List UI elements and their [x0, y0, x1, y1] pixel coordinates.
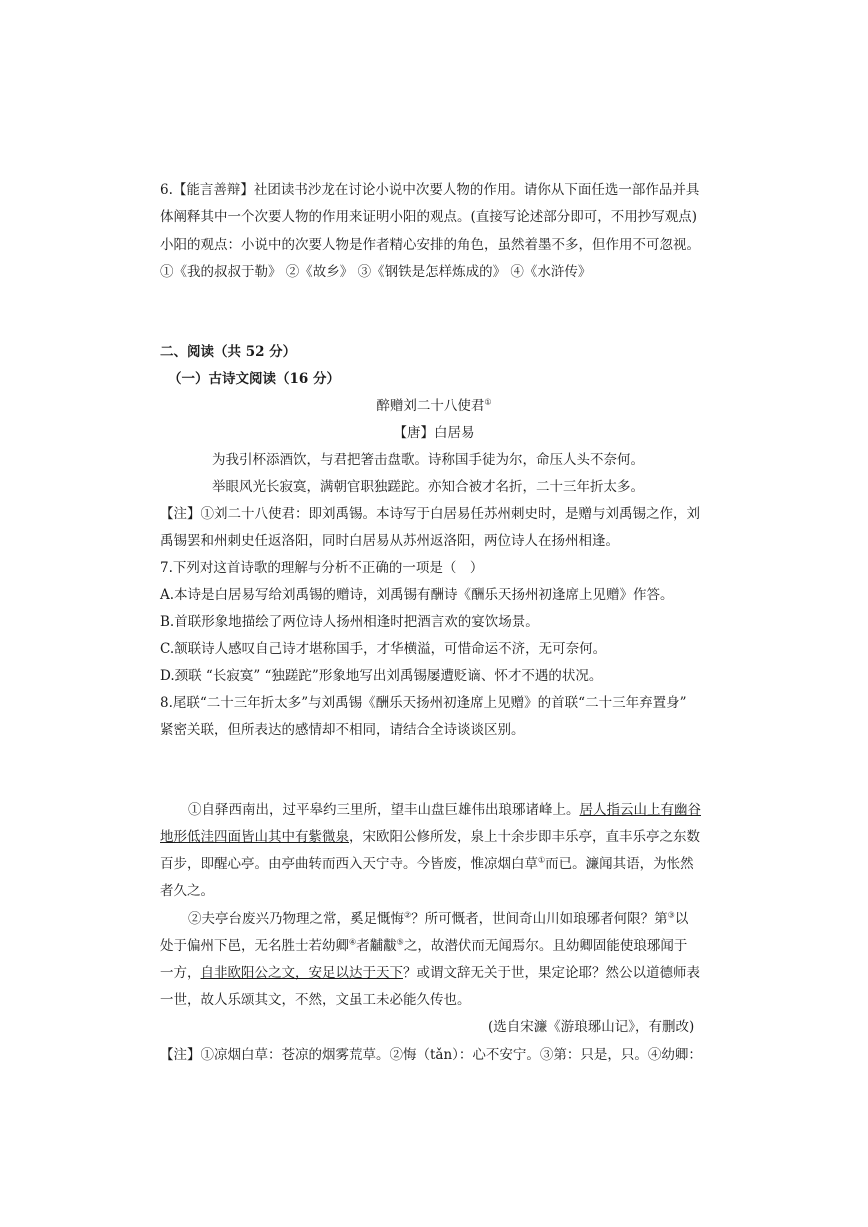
prose-p2-line-1	[188, 910, 688, 928]
q6-line-1: 6.【能言善辩】社团读书沙龙在讨论小说中次要人物的作用。请你从下面任选一部作品并具	[160, 182, 700, 198]
prose-p1-l1-text: ①自驿西南出，过平皋约三里所，望丰山盘巨雄伟出琅琊诸峰上。	[188, 802, 580, 818]
prose-p2-l1-note-mark-1: ②	[404, 910, 412, 920]
prose-p2-l3-underlined: 自非欧阳公之文，安足以达于天下	[200, 965, 403, 981]
prose-source: (选自宋濂《游琅琊山记》，有删改)	[488, 1019, 695, 1035]
poem-note-line-1: 【注】①刘二十八使君：即刘禹锡。本诗写于白居易任苏州刺史时，是赠与刘禹锡之作，刘	[160, 506, 700, 522]
prose-p1-line-3	[160, 855, 694, 873]
prose-p1-l3-text-a: 百步，即醒心亭。由亭曲转而西入天宁寺。今皆废，惟凉烟白草	[160, 856, 538, 872]
prose-p1-l1-underlined: 居人指云山上有幽谷	[579, 802, 701, 818]
q7-option-c: C.颔联诗人感叹自己诗才堪称国手，才华横溢，可惜命运不济，无可奈何。	[160, 641, 607, 657]
prose-p2-l2-text-b: 者黼黻	[356, 938, 397, 954]
prose-p2-l1-note-mark-2: ③	[667, 910, 675, 920]
q6-line-2: 体阐释其中一个次要人物的作用来证明小阳的观点。(直接写论述部分即可，不用抄写观点)	[160, 209, 698, 225]
prose-p2-l1-text-c: 以	[674, 911, 689, 927]
poem-line-2: 举眼风光长寂寞，满朝官职独蹉跎。亦知合被才名折，二十三年折太多。	[212, 479, 644, 495]
prose-p1-l2-underlined: 地形低洼四面皆山其中有紫微泉	[160, 829, 349, 845]
prose-p2-l2-text-a: 处于偏州下邑，无名胜士若幼卿	[160, 938, 349, 954]
prose-p2-l3-text-b: ？或谓文辞无关于世，果定论耶？然公以道德师表	[403, 965, 700, 981]
q6-line-3: 小阳的观点：小说中的次要人物是作者精心安排的角色，虽然着墨不多，但作用不可忽视。	[160, 237, 700, 253]
prose-p2-l3-text-a: 一方，	[160, 965, 201, 981]
prose-p2-line-3	[160, 964, 700, 982]
section-heading: 二、阅读（共 52 分）	[160, 344, 297, 360]
prose-p2-l1-text-b: ？所可慨者，世间奇山川如琅琊者何限？第	[411, 911, 668, 927]
q7-option-b: B.首联形象地描绘了两位诗人扬州相逢时把酒言欢的宴饮场景。	[160, 614, 539, 630]
prose-p2-line-4: 一世，故人乐颂其文，不然，文虽工未必能久传也。	[160, 992, 471, 1008]
prose-p2-l2-note-mark-2: ⑤	[396, 937, 404, 947]
prose-p1-line-4: 者久之。	[160, 883, 214, 899]
prose-p1-l3-text-b: 而已。濂闻其语，为怅然	[545, 856, 694, 872]
prose-p1-l2-text: ，宋欧阳公修所发，泉上十余步即丰乐亭，直丰乐亭之东数	[349, 829, 700, 845]
poem-title-text: 醉赠刘二十八使君	[376, 398, 485, 414]
q7-option-a: A.本诗是白居易写给刘禹锡的赠诗，刘禹锡有酬诗《酬乐天扬州初逢席上见赠》作答。	[160, 587, 674, 603]
q8-line-2: 紧密关联，但所表达的感情却不相同，请结合全诗谈谈区别。	[160, 722, 525, 738]
q8-line-1: 8.尾联“二十三年折太多”与刘禹锡《酬乐天扬州初逢席上见赠》的首联“二十三年弃置身”	[160, 695, 687, 711]
prose-p1-l3-note-mark: ①	[538, 855, 546, 865]
poem-note-line-2: 禹锡罢和州刺史任返洛阳，同时白居易从苏州返洛阳，两位诗人在扬州相逢。	[160, 533, 619, 549]
q7-stem: 7.下列对这首诗歌的理解与分析不正确的一项是（ ）	[160, 560, 484, 576]
subsection-heading: （一）古诗文阅读（16 分）	[168, 371, 340, 387]
poem-author: 【唐】白居易	[393, 425, 475, 441]
poem-line-1: 为我引杯添酒饮，与君把箸击盘歌。诗称国手徒为尔，命压人头不奈何。	[212, 452, 644, 468]
q7-option-d: D.颈联 “长寂寞” “独蹉跎”形象地写出刘禹锡屡遭贬谪、怀才不遇的状况。	[160, 668, 603, 684]
prose-p1-line-1	[188, 801, 701, 819]
prose-note: 【注】①凉烟白草：苍凉的烟雾荒草。②悔（tǎn）：心不安宁。③第：只是，只。④幼卿：	[160, 1047, 702, 1063]
poem-title	[160, 397, 708, 415]
prose-p2-l2-note-mark-1: ④	[349, 937, 357, 947]
poem-title-note-mark: ①	[484, 397, 492, 407]
prose-p1-line-2	[160, 828, 700, 846]
prose-p2-l1-text-a: ②夫亭台废兴乃物理之常，奚足慨悔	[188, 911, 404, 927]
q6-options: ①《我的叔叔于勒》 ②《故乡》 ③《钢铁是怎样炼成的》 ④《水浒传》	[160, 264, 592, 280]
prose-p2-line-2	[160, 937, 687, 955]
prose-p2-l2-text-c: 之，故潜伏而无闻焉尔。且幼卿固能使琅琊闻于	[403, 938, 688, 954]
